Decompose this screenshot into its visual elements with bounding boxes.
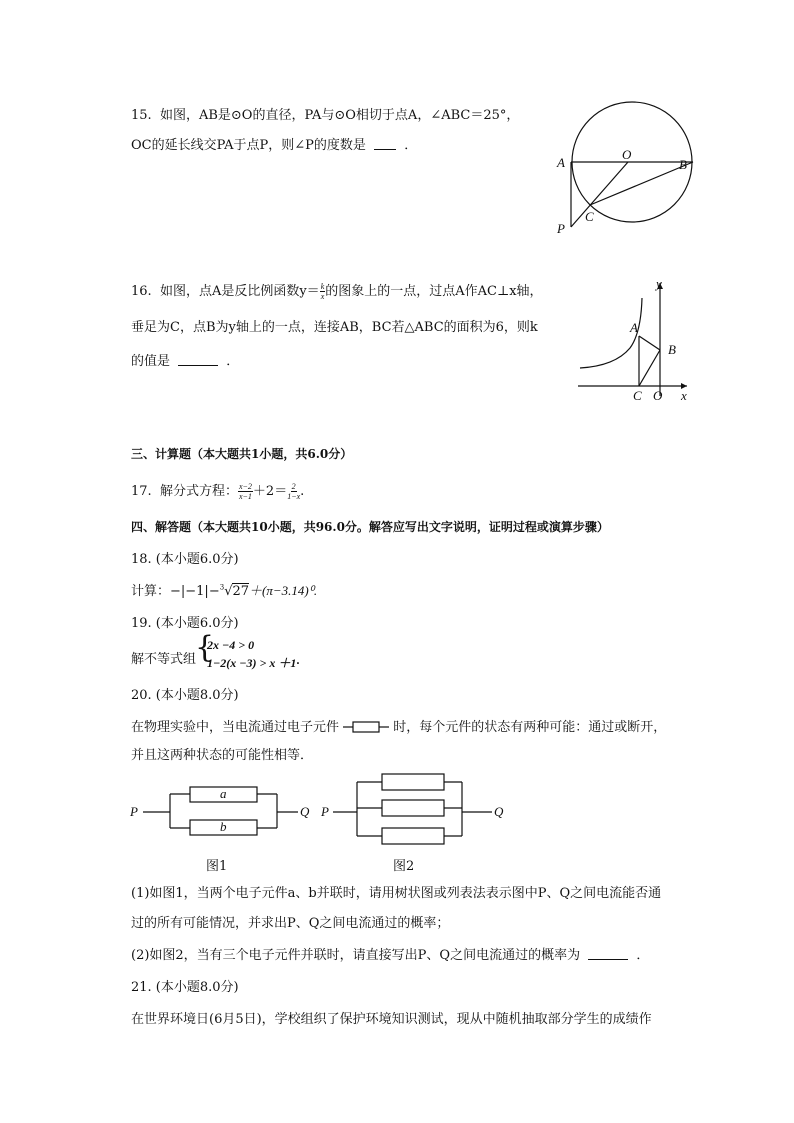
fig1-label-P: P bbox=[130, 804, 138, 819]
q20-part1-line2: 过的所有可能情况，并求出P、Q之间电流通过的概率； bbox=[131, 916, 450, 931]
q15-label-C: C bbox=[585, 209, 594, 224]
q19-text: 解不等式组 bbox=[131, 652, 197, 667]
q15-label-A: A bbox=[557, 155, 565, 170]
section-4-heading: 四、解答题（本大题共10小题，共96.0分。解答应写出文字说明，证明过程或演算步骤） bbox=[131, 520, 609, 534]
q15-answer-blank[interactable] bbox=[374, 139, 396, 150]
fig1-label-b: b bbox=[220, 819, 227, 834]
q16-line3: 的值是 ． bbox=[131, 354, 240, 369]
q21-line1: 在世界环境日(6月5日)，学校组织了保护环境知识测试，现从中随机抽取部分学生的成绩作 bbox=[131, 1012, 652, 1027]
q19-inequality-2: 1−2(x −3) > x ＋1· bbox=[207, 656, 300, 670]
q16-label-C: C bbox=[633, 388, 642, 403]
q19-heading: 19. (本小题6.0分) bbox=[131, 616, 239, 631]
q20-line1: 在物理实验中，当电流通过电子元件 时，每个元件的状态有两种可能：通过或断开， bbox=[131, 720, 667, 735]
q20-heading: 20. (本小题8.0分) bbox=[131, 688, 239, 703]
q19-brace: { bbox=[195, 630, 215, 665]
q20-part1-line1: (1)如图1，当两个电子元件a、b并联时，请用树状图或列表法表示图中P、Q之间电流能否通 bbox=[131, 886, 662, 901]
q17-number: 17. bbox=[131, 484, 152, 499]
q20-answer-blank[interactable] bbox=[588, 949, 628, 960]
q15-number: 15. bbox=[131, 108, 152, 123]
q16-label-O: O bbox=[653, 388, 663, 403]
q17-line: 17. 解分式方程： $\frac{x-2}{x-1}$ ＋2＝ $\frac{2}{1-x}$ . bbox=[131, 482, 305, 501]
q15-line1 bbox=[131, 104, 519, 123]
q16-label-A: A bbox=[630, 320, 638, 335]
fig1-label-Q: Q bbox=[300, 804, 310, 819]
q15-line2: OC的延长线交PA于点P，则∠P的度数是 ． bbox=[131, 138, 418, 153]
q16-graph-figure bbox=[575, 278, 690, 398]
q16-line2: 垂足为C，点B为y轴上的一点，连接AB，BC若△ABC的面积为6，则k bbox=[131, 320, 538, 335]
q20-part2: (2)如图2，当有三个电子元件并联时，请直接写出P、Q之间电流通过的概率为 ． bbox=[131, 948, 650, 963]
q20-line2: 并且这两种状态的可能性相等． bbox=[131, 748, 314, 763]
q17-fraction-1: $\frac{x-2}{x-1}$ bbox=[238, 482, 252, 501]
q18-expression: 计算：−|−1|−$^3$√27＋(π−3.14)⁰. bbox=[131, 583, 318, 599]
fig2-label-P: P bbox=[321, 804, 329, 819]
q16-label-B: B bbox=[668, 342, 676, 357]
q16-answer-blank[interactable] bbox=[178, 355, 218, 366]
q16-number: 16. bbox=[131, 284, 152, 299]
q17-fraction-2: $\frac{2}{1-x}$ bbox=[287, 482, 301, 501]
q19-inequality-1: 2x −4 > 0 bbox=[207, 638, 255, 652]
resistor-icon bbox=[343, 721, 389, 733]
q16-fraction: $\frac{k}{x}$ bbox=[320, 282, 325, 301]
fig1-caption: 图1 bbox=[206, 859, 228, 874]
fig2-caption: 图2 bbox=[393, 859, 415, 874]
section-3-heading: 三、计算题（本大题共1小题，共6.0分） bbox=[131, 447, 353, 461]
q15-text-line2: OC的延长线交PA于点P，则∠P的度数是 bbox=[131, 138, 366, 153]
q15-label-O: O bbox=[622, 147, 632, 162]
circuit-figure-2 bbox=[330, 766, 495, 848]
q16-label-x: x bbox=[681, 388, 687, 403]
q16-line1: 16. 如图，点A是反比例函数y＝ $\frac{k}{x}$ 的图象上的一点，过点A作AC⊥x轴， bbox=[131, 282, 543, 301]
q21-heading: 21. (本小题8.0分) bbox=[131, 980, 239, 995]
fig2-label-Q: Q bbox=[494, 804, 504, 819]
q15-label-B: B bbox=[679, 157, 687, 172]
fig1-label-a: a bbox=[220, 786, 227, 801]
q15-text-line1: 如图，AB是⊙O的直径，PA与⊙O相切于点A，∠ABC＝25°， bbox=[159, 108, 520, 123]
q16-label-y: y bbox=[656, 276, 662, 291]
q18-heading: 18. (本小题6.0分) bbox=[131, 552, 239, 567]
q15-label-P: P bbox=[557, 221, 565, 236]
